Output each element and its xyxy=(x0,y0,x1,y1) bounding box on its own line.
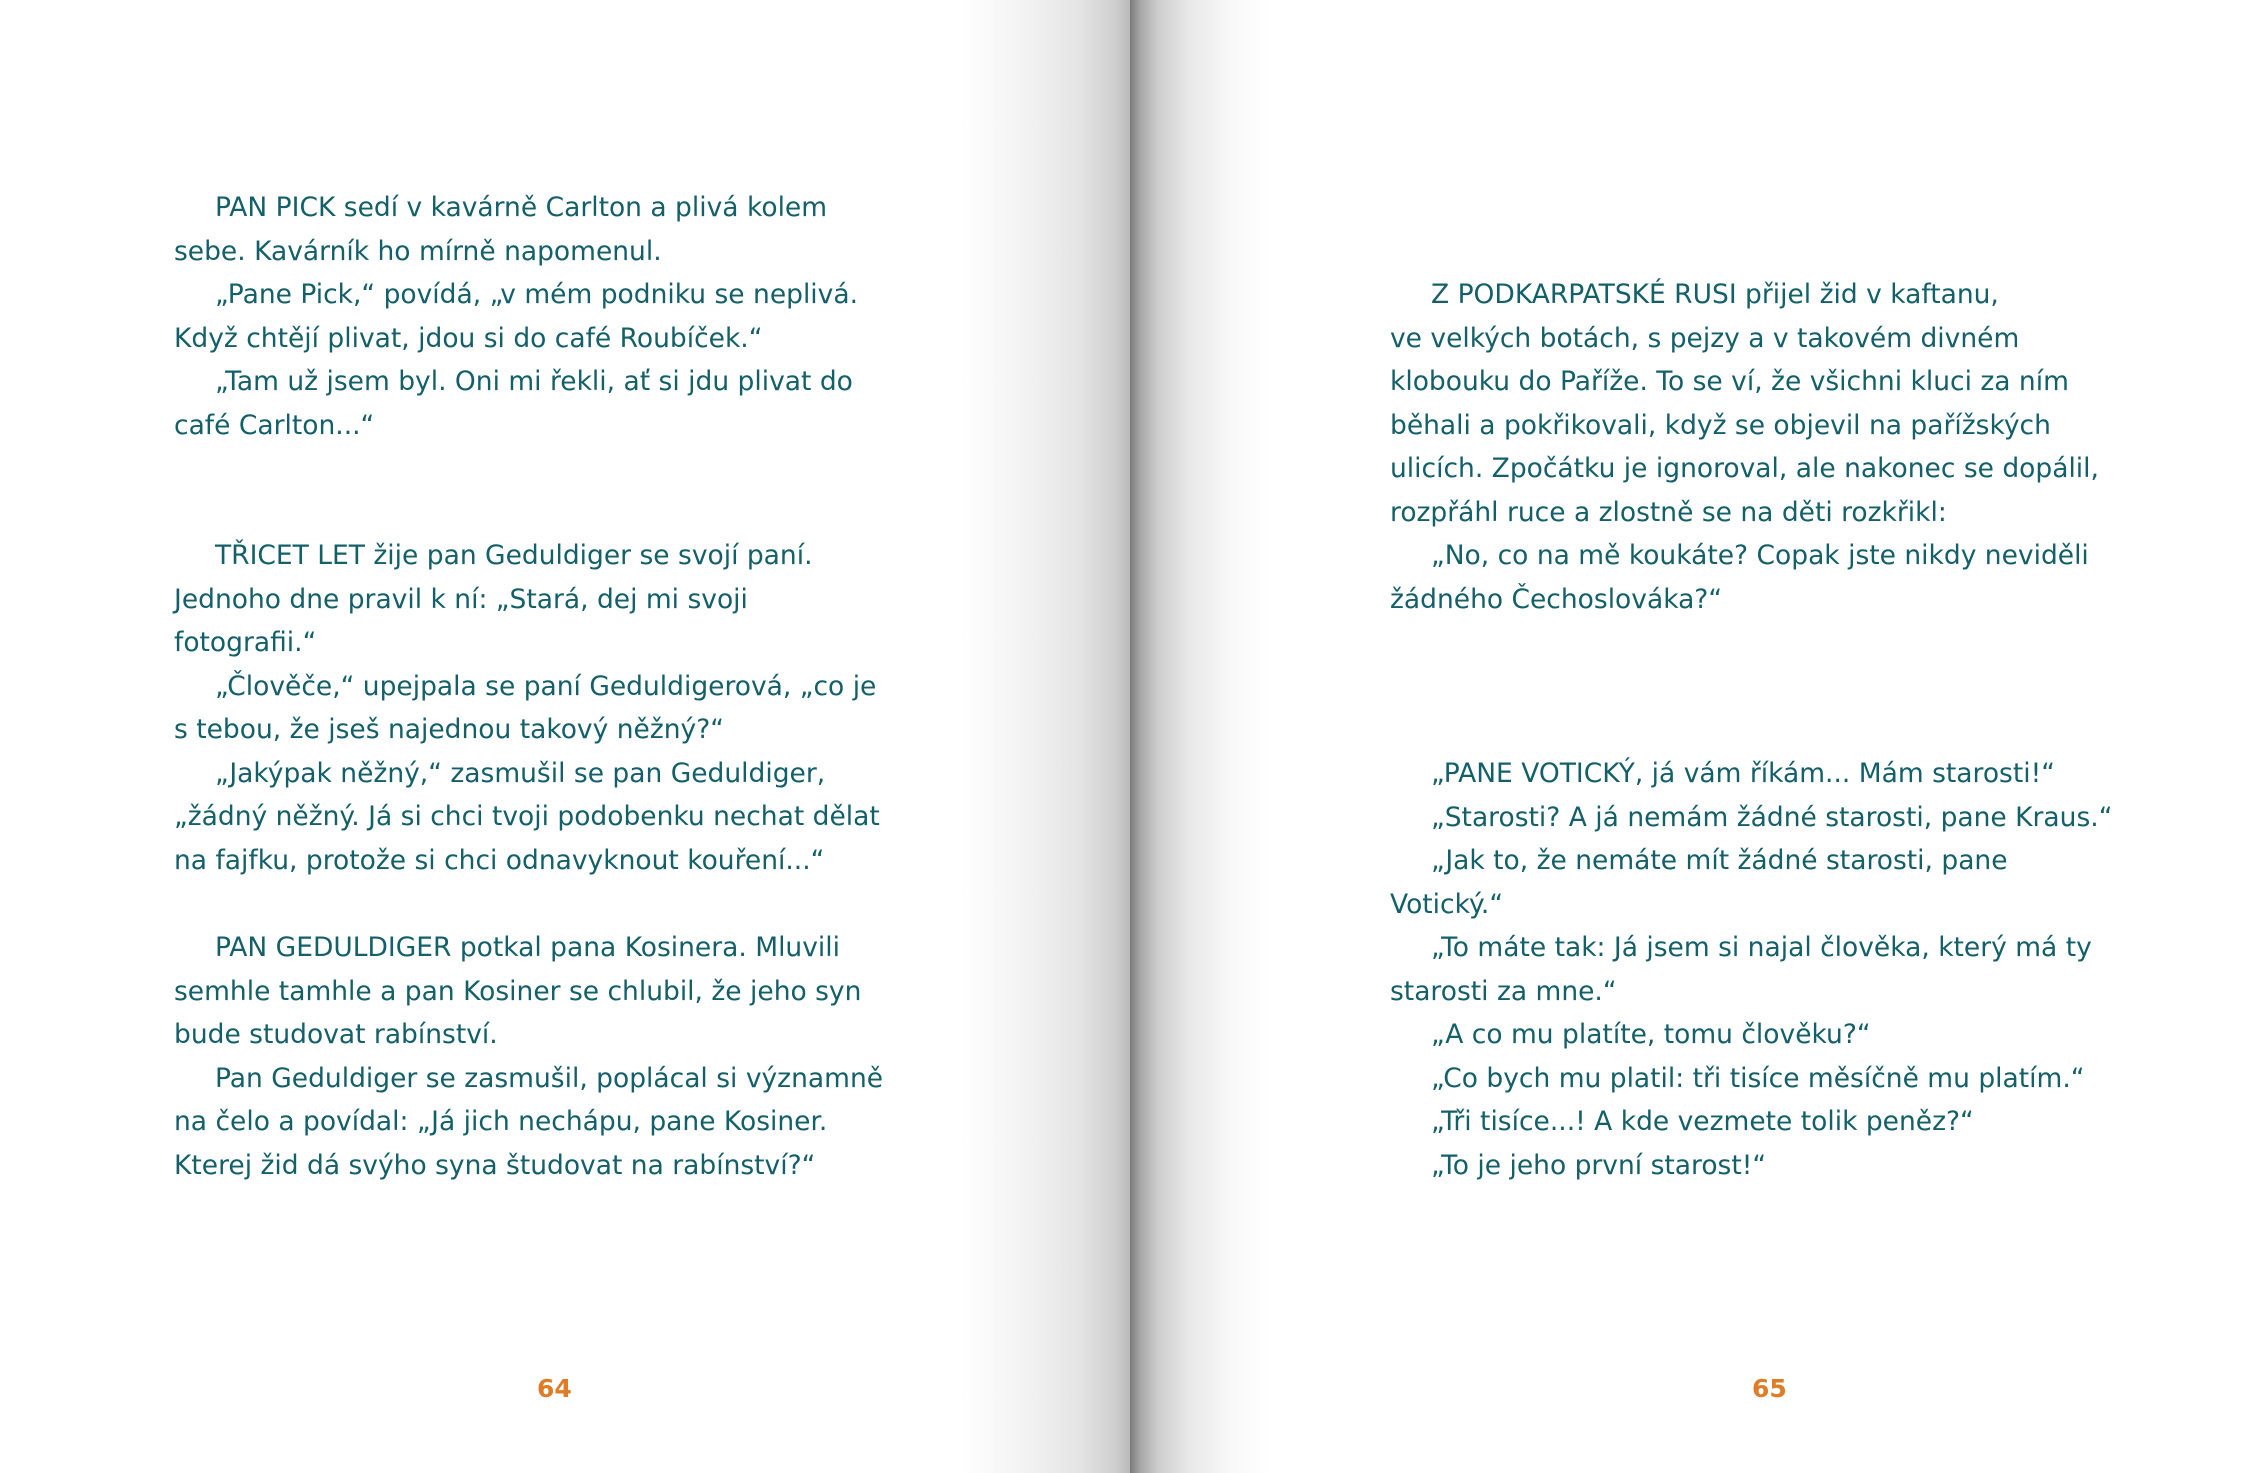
text-line: starosti za mne.“ xyxy=(1390,975,1617,1007)
story-pan-pick xyxy=(174,186,858,447)
text-line: PAN GEDULDIGER potkal pana Kosinera. Mluvili xyxy=(215,932,841,963)
text-line: fotografii.“ xyxy=(174,627,317,658)
text-line: žádného Čechoslováka?“ xyxy=(1390,583,1723,615)
story-tricet-let xyxy=(174,534,880,882)
text-line: „No, co na mě koukáte? Copak jste nikdy neviděli xyxy=(1431,540,2089,571)
text-line: „To je jeho první starost!“ xyxy=(1431,1149,1767,1181)
text-line: „To máte tak: Já jsem si najal člověka, který má ty xyxy=(1431,932,2092,963)
text-line: bude studovat rabínství. xyxy=(174,1019,498,1050)
text-line: semhle tamhle a pan Kosiner se chlubil, že jeho syn xyxy=(174,975,862,1007)
text-line: „Jakýpak něžný,“ zasmušil se pan Geduldiger, xyxy=(215,757,826,789)
page-number-right: 65 xyxy=(1752,1374,1787,1403)
text-line: „Starosti? A já nemám žádné starosti, pane Kraus.“ xyxy=(1431,801,2113,833)
right-page xyxy=(1130,0,2252,1473)
text-line: TŘICET LET žije pan Geduldiger se svojí paní. xyxy=(215,540,813,571)
story-pan-geduldiger xyxy=(174,926,883,1187)
text-line: „Jak to, že nemáte mít žádné starosti, pane xyxy=(1431,845,2008,876)
text-line: „Člověče,“ upejpala se paní Geduldigerová, „co je xyxy=(215,670,877,702)
text-line: café Carlton...“ xyxy=(174,409,375,441)
page-number-left: 64 xyxy=(537,1374,572,1403)
text-line: Votický.“ xyxy=(1390,888,1504,920)
text-line: klobouku do Paříže. To se ví, že všichni kluci za ním xyxy=(1390,366,2069,397)
story-podkarpatska-rus xyxy=(1390,273,2099,621)
text-line: Z PODKARPATSKÉ RUSI přijel žid v kaftanu, xyxy=(1431,279,1999,310)
text-line: ulicích. Zpočátku je ignoroval, ale nakonec se dopálil, xyxy=(1390,453,2099,484)
story-pane-voticky xyxy=(1390,752,2112,1187)
text-line: sebe. Kavárník ho mírně napomenul. xyxy=(174,235,662,267)
text-line: na čelo a povídal: „Já jich nechápu, pane Kosiner. xyxy=(174,1106,828,1137)
text-line: „Tam už jsem byl. Oni mi řekli, ať si jdu plivat do xyxy=(215,366,853,397)
text-line: rozpřáhl ruce a zlostně se na děti rozkřikl: xyxy=(1390,496,1947,528)
text-line: „žádný něžný. Já si chci tvoji podobenku nechat dělat xyxy=(174,801,880,832)
text-line: „Co bych mu platil: tři tisíce měsíčně mu platím.“ xyxy=(1431,1062,2085,1094)
text-line: „A co mu platíte, tomu člověku?“ xyxy=(1431,1019,1871,1050)
text-line: s tebou, že jseš najednou takový něžný?“ xyxy=(174,714,725,745)
text-line: PAN PICK sedí v kavárně Carlton a plivá kolem xyxy=(215,192,828,223)
text-line: „PANE VOTICKÝ, já vám říkám... Mám starosti!“ xyxy=(1431,758,2055,789)
text-line: Jednoho dne pravil k ní: „Stará, dej mi svoji xyxy=(174,583,748,615)
text-line: Když chtějí plivat, jdou si do café Roubíček.“ xyxy=(174,322,763,354)
text-line: „Tři tisíce...! A kde vezmete tolik peněz?“ xyxy=(1431,1106,1974,1137)
text-line: Pan Geduldiger se zasmušil, poplácal si významně xyxy=(215,1062,884,1094)
text-line: Kterej žid dá svýho syna študovat na rabínství?“ xyxy=(174,1149,816,1181)
text-line: ve velkých botách, s pejzy a v takovém divném xyxy=(1390,322,2020,354)
text-line: běhali a pokřikovali, když se objevil na pařížských xyxy=(1390,409,2051,441)
text-line: na fajfku, protože si chci odnavyknout kouření...“ xyxy=(174,844,825,876)
text-line: „Pane Pick,“ povídá, „v mém podniku se neplivá. xyxy=(215,279,859,310)
